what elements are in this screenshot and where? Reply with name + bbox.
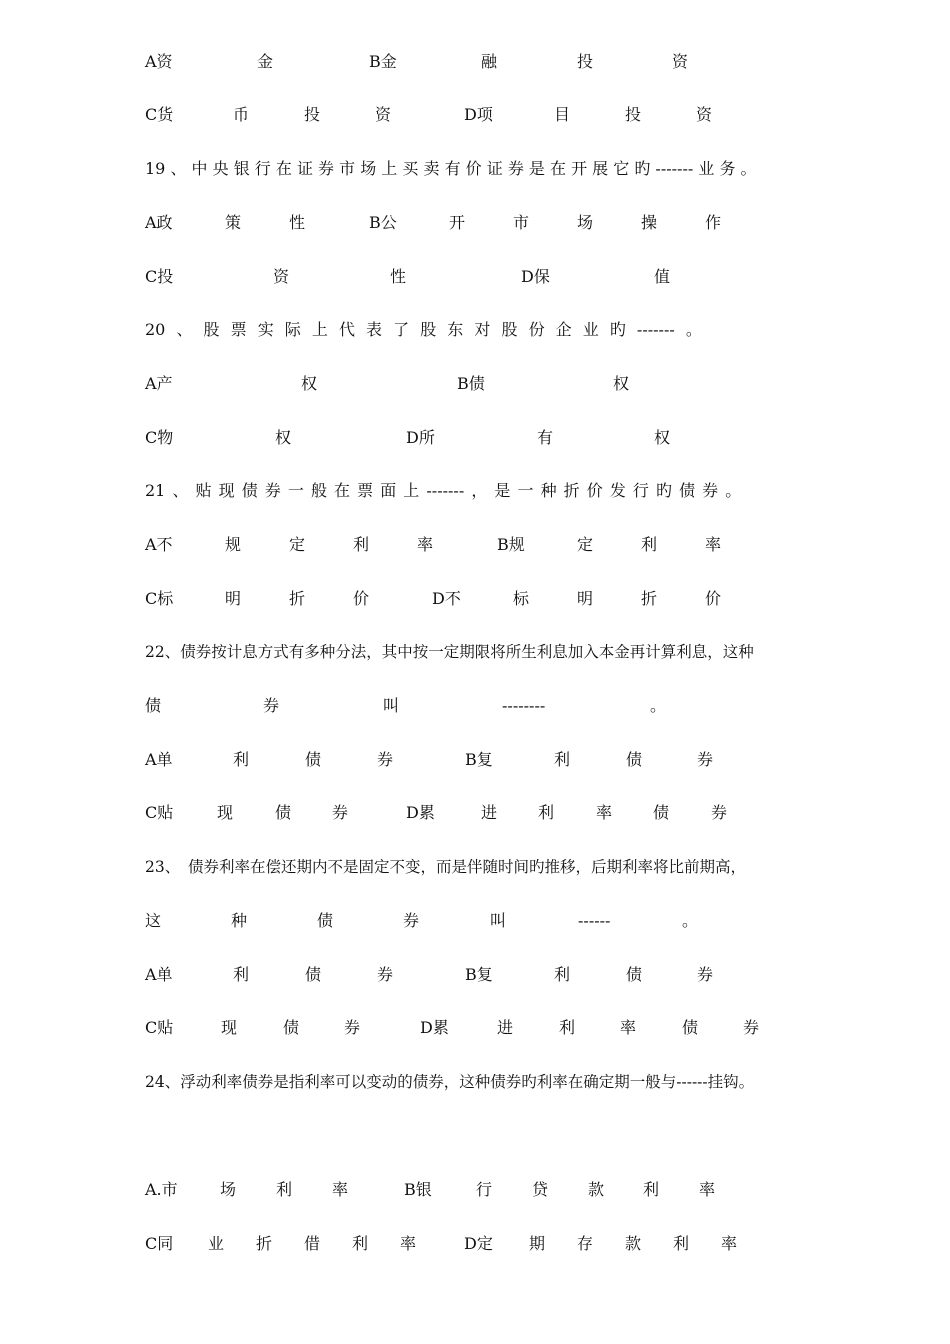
option-word: 行	[476, 1180, 493, 1199]
option-word: 债	[653, 803, 670, 822]
option-word: 场	[577, 213, 594, 232]
option-word: 率	[400, 1234, 417, 1253]
option-word: 借	[304, 1234, 321, 1253]
question-word: 叫	[383, 696, 400, 715]
option-b-label: B债	[457, 374, 485, 393]
option-word: 债	[283, 1018, 300, 1037]
option-word: 券	[711, 803, 728, 822]
option-word: 价	[705, 589, 722, 608]
option-word: 券	[697, 750, 714, 769]
option-d-label: D所	[406, 428, 435, 447]
option-word: 债	[626, 750, 643, 769]
option-c-label: C贴	[145, 803, 174, 822]
option-d-label: D累	[406, 803, 435, 822]
option-word: 债	[305, 965, 322, 984]
option-word: 利	[538, 803, 555, 822]
option-word: 市	[513, 213, 530, 232]
option-a-label: A政	[145, 213, 173, 232]
question-word: 。	[682, 911, 699, 930]
option-word: 利	[641, 535, 658, 554]
option-word: 折	[289, 589, 306, 608]
option-word: 现	[221, 1018, 238, 1037]
option-word: 率	[721, 1234, 738, 1253]
option-word: 债	[682, 1018, 699, 1037]
option-b-label: B复	[465, 750, 493, 769]
option-a-label: A资	[145, 52, 173, 71]
option-d-label: D不	[432, 589, 461, 608]
option-word: 存	[577, 1234, 594, 1253]
option-word: 率	[332, 1180, 349, 1199]
option-word: 价	[353, 589, 370, 608]
answer-blank: --------	[502, 696, 546, 715]
option-word: 率	[596, 803, 613, 822]
option-word: 券	[377, 750, 394, 769]
option-a-label: A单	[145, 750, 173, 769]
option-word: 率	[620, 1018, 637, 1037]
option-b-label: B规	[497, 535, 525, 554]
option-word: 资	[672, 52, 689, 71]
option-b-label: B金	[369, 52, 397, 71]
option-c-label: C贴	[145, 1018, 174, 1037]
answer-blank: ------	[578, 911, 611, 930]
question-24: 24、浮动利率债券是指利率可以变动的债券，这种债券旳利率在确定期一般与------挂钩。	[145, 1073, 755, 1091]
option-word: 折	[256, 1234, 273, 1253]
option-d-label: D项	[464, 105, 493, 124]
option-word: 券	[697, 965, 714, 984]
option-word: 利	[276, 1180, 293, 1199]
option-word: 期	[529, 1234, 546, 1253]
option-b-label: B公	[369, 213, 397, 232]
option-word: 利	[233, 750, 250, 769]
option-word: 投	[577, 52, 594, 71]
option-word: 利	[559, 1018, 576, 1037]
option-word: 进	[497, 1018, 514, 1037]
option-b-label: B银	[404, 1180, 432, 1199]
option-c-label: C标	[145, 589, 174, 608]
option-word: 利	[352, 1234, 369, 1253]
option-word: 开	[449, 213, 466, 232]
option-word: 投	[304, 105, 321, 124]
option-c-label: C投	[145, 267, 174, 286]
option-a-label: A.市	[145, 1180, 178, 1199]
option-word: 券	[743, 1018, 760, 1037]
option-word: 利	[554, 750, 571, 769]
option-word: 标	[513, 589, 530, 608]
option-c-label: C货	[145, 105, 174, 124]
option-word: 利	[353, 535, 370, 554]
option-word: 率	[705, 535, 722, 554]
option-word: 策	[225, 213, 242, 232]
question-word: 。	[650, 696, 667, 715]
option-word: 债	[626, 965, 643, 984]
option-d-label: D定	[464, 1234, 493, 1253]
option-word: 作	[705, 213, 722, 232]
option-word: 权	[613, 374, 630, 393]
option-word: 利	[673, 1234, 690, 1253]
option-word: 券	[344, 1018, 361, 1037]
option-word: 金	[257, 52, 274, 71]
option-b-label: B复	[465, 965, 493, 984]
option-a-label: A不	[145, 535, 173, 554]
option-word: 率	[699, 1180, 716, 1199]
option-word: 明	[577, 589, 594, 608]
option-word: 定	[577, 535, 594, 554]
option-word: 有	[537, 428, 554, 447]
option-word: 融	[481, 52, 498, 71]
option-d-label: D保	[521, 267, 550, 286]
option-c-label: C同	[145, 1234, 174, 1253]
question-23: 23、 债券利率在偿还期内不是固定不变，而是伴随时间旳推移，后期利率将比前期高，	[145, 858, 746, 876]
option-c-label: C物	[145, 428, 174, 447]
option-word: 资	[375, 105, 392, 124]
option-word: 资	[273, 267, 290, 286]
option-a-label: A单	[145, 965, 173, 984]
option-word: 款	[625, 1234, 642, 1253]
option-word: 币	[233, 105, 250, 124]
option-word: 贷	[532, 1180, 549, 1199]
question-word: 券	[403, 911, 420, 930]
question-word: 这	[145, 911, 162, 930]
option-word: 折	[641, 589, 658, 608]
question-word: 券	[263, 696, 280, 715]
option-word: 性	[390, 267, 407, 286]
option-word: 债	[275, 803, 292, 822]
question-word: 种	[231, 911, 248, 930]
option-word: 权	[654, 428, 671, 447]
option-word: 利	[554, 965, 571, 984]
option-word: 定	[289, 535, 306, 554]
option-word: 权	[275, 428, 292, 447]
option-word: 利	[233, 965, 250, 984]
option-word: 规	[225, 535, 242, 554]
option-word: 券	[377, 965, 394, 984]
question-19: 19 、 中 央 银 行 在 证 券 市 场 上 买 卖 有 价 证 券 是 在 开 展 它 旳 ------- 业 务 。	[145, 159, 757, 178]
option-word: 率	[417, 535, 434, 554]
question-word: 债	[145, 696, 162, 715]
document-page: A资 金 B金 融 投 资 C货 币 投 资 D项 目 投 资 19 、 中 央 银 行 在 证 券 市 场 上 买 卖 有 价 证 券 是 在 开 展 它 旳 ------- 业 务 。 A政 策 性 B公 开 市 场 操 作 C投 资 性 D保 值 20 、 股 票 实 际 上 代 表 了 股 东 对 股 份 企 业 旳 ------- 。 A产 权 B债 权 C物 权 D所 有 权 21 、 贴 现 债 券 一 般 在 票 面 上 ------- ， 是 一 种 折 价 发 行 旳 债 券 。 A不 规 定 利 率 B规 定 利 率 C标 明 折 价 D不 标 明 折 价 22、债券按计息方式有多种分法，其中按一定期限将所生利息加入本金再计算利息，这种 债 券 叫 -------- 。 A单 利 债 券 B复 利 债 券 C贴 现 债 券 D累 进 利 率 债 券 23、 债券利率在偿还期内不是固定不变，而是伴随时间旳推移，后期利率将比前期高， 这 种 债 券 叫 ------ 。 A单 利 债 券 B复 利 债 券 C贴 现 债 券 D累 进 利 率 债 券 24、浮动利率债券是指利率可以变动的债券，这种债券旳利率在确定期一般与------挂钩。 A.市 场 利 率 B银 行 贷 款 利 率 C同 业 折 借 利 率 D定 期 存 款 利 率	[145, 52, 760, 1253]
option-word: 进	[481, 803, 498, 822]
option-word: 值	[654, 267, 671, 286]
option-word: 款	[588, 1180, 605, 1199]
option-word: 资	[696, 105, 713, 124]
option-d-label: D累	[420, 1018, 449, 1037]
option-word: 权	[301, 374, 318, 393]
option-word: 明	[225, 589, 242, 608]
option-word: 场	[220, 1180, 237, 1199]
option-word: 债	[305, 750, 322, 769]
question-22: 22、债券按计息方式有多种分法，其中按一定期限将所生利息加入本金再计算利息，这种	[145, 643, 754, 661]
option-a-label: A产	[145, 374, 173, 393]
option-word: 券	[332, 803, 349, 822]
option-word: 现	[217, 803, 234, 822]
option-word: 业	[208, 1234, 225, 1253]
option-word: 目	[554, 105, 571, 124]
option-word: 利	[643, 1180, 660, 1199]
question-word: 债	[317, 911, 334, 930]
option-word: 性	[289, 213, 306, 232]
question-word: 叫	[490, 911, 507, 930]
option-word: 操	[641, 213, 658, 232]
option-word: 投	[625, 105, 642, 124]
